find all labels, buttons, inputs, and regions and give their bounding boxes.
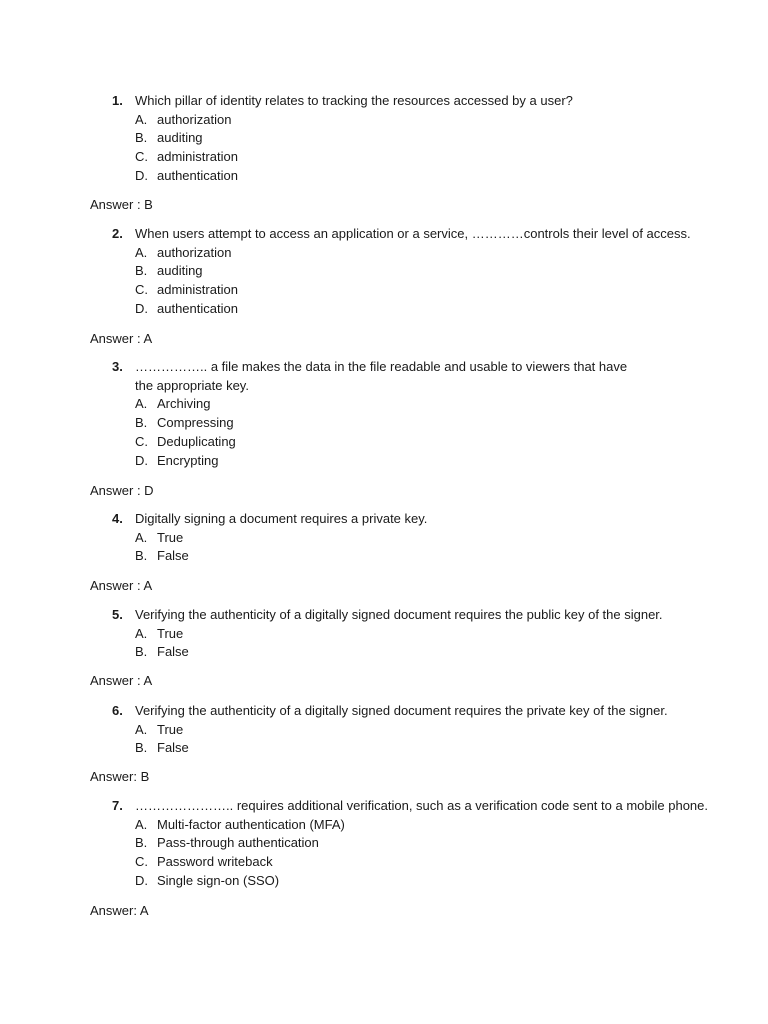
option-item [135,414,632,433]
option-item [135,111,712,130]
question-number: 5. [112,607,123,622]
option-text: Single sign-on (SSO) [157,872,280,888]
option-text: authentication [157,167,238,183]
option-letter: B. [135,130,148,146]
option-text: authorization [157,111,232,127]
option-item [135,625,712,644]
option-letter: D. [135,300,148,316]
option-item [135,834,732,853]
option-text: Pass-through authentication [157,835,319,851]
answer-1: Answer : B [90,197,153,212]
answer-6: Answer: B [90,769,150,784]
option-letter: B. [135,644,148,660]
option-letter: D. [135,167,148,183]
option-text: True [157,721,184,737]
question-1 [112,92,712,186]
option-list [135,529,712,567]
option-text: auditing [157,263,203,279]
question-number: 2. [112,226,123,241]
option-item [135,816,732,835]
option-letter: A. [135,721,148,737]
option-text: authorization [157,244,232,260]
question-6 [112,702,712,758]
option-letter: B. [135,414,148,430]
option-list [135,244,712,319]
option-letter: C. [135,282,148,298]
option-text: administration [157,282,238,298]
question-7 [112,797,732,891]
option-letter: B. [135,835,148,851]
answer-5: Answer : A [90,673,153,688]
option-item [135,547,712,566]
question-text: Digitally signing a document requires a private key. [135,511,428,526]
option-item [135,433,632,452]
question-number: 1. [112,93,123,108]
option-item [135,244,712,263]
question-number: 3. [112,359,123,374]
option-text: Multi-factor authentication (MFA) [157,816,345,832]
question-3 [112,358,632,470]
option-list [135,625,712,663]
option-letter: B. [135,263,148,279]
option-letter: D. [135,452,148,468]
option-text: administration [157,149,238,165]
question-text: …………….. a file makes the data in the file readable and usable to viewers that have the appropriate key. [135,359,628,393]
answer-4: Answer : A [90,578,153,593]
option-text: Archiving [157,396,211,412]
option-letter: B. [135,548,148,564]
option-text: authentication [157,300,238,316]
option-item [135,643,712,662]
option-letter: A. [135,244,148,260]
question-text: ………………….. requires additional verification, such as a verification code sent to a mobile phone. [135,798,708,813]
option-text: Password writeback [157,854,273,870]
option-item [135,281,712,300]
option-list [135,395,632,470]
option-letter: C. [135,433,148,449]
option-letter: C. [135,149,148,165]
option-text: False [157,740,189,756]
question-2 [112,225,712,319]
option-item [135,395,632,414]
option-item [135,721,712,740]
question-text: When users attempt to access an application or a service, …………controls their level of access. [135,226,691,241]
option-letter: A. [135,396,148,412]
option-text: True [157,625,184,641]
option-item [135,148,712,167]
option-text: False [157,548,189,564]
question-4 [112,510,712,566]
option-item [135,452,632,471]
question-text: Verifying the authenticity of a digitally signed document requires the private key of the signer. [135,703,668,718]
option-text: auditing [157,130,203,146]
option-item [135,529,712,548]
option-item [135,167,712,186]
option-text: True [157,529,184,545]
question-number: 6. [112,703,123,718]
option-text: Compressing [157,414,234,430]
option-list [135,111,712,186]
option-text: Deduplicating [157,433,236,449]
question-number: 7. [112,798,123,813]
option-item [135,129,712,148]
option-item [135,300,712,319]
option-letter: A. [135,816,148,832]
question-5 [112,606,712,662]
answer-7: Answer: A [90,903,149,918]
question-text: Verifying the authenticity of a digitally signed document requires the public key of the signer. [135,607,663,622]
option-list [135,816,732,891]
answer-2: Answer : A [90,331,153,346]
answer-3: Answer : D [90,483,154,498]
option-item [135,262,712,281]
option-letter: A. [135,529,148,545]
option-letter: D. [135,872,148,888]
option-text: Encrypting [157,452,219,468]
option-text: False [157,644,189,660]
option-letter: A. [135,625,148,641]
option-list [135,721,712,759]
question-text: Which pillar of identity relates to tracking the resources accessed by a user? [135,93,573,108]
option-item [135,872,732,891]
option-letter: C. [135,854,148,870]
option-letter: B. [135,740,148,756]
option-item [135,739,712,758]
question-number: 4. [112,511,123,526]
option-letter: A. [135,111,148,127]
option-item [135,853,732,872]
